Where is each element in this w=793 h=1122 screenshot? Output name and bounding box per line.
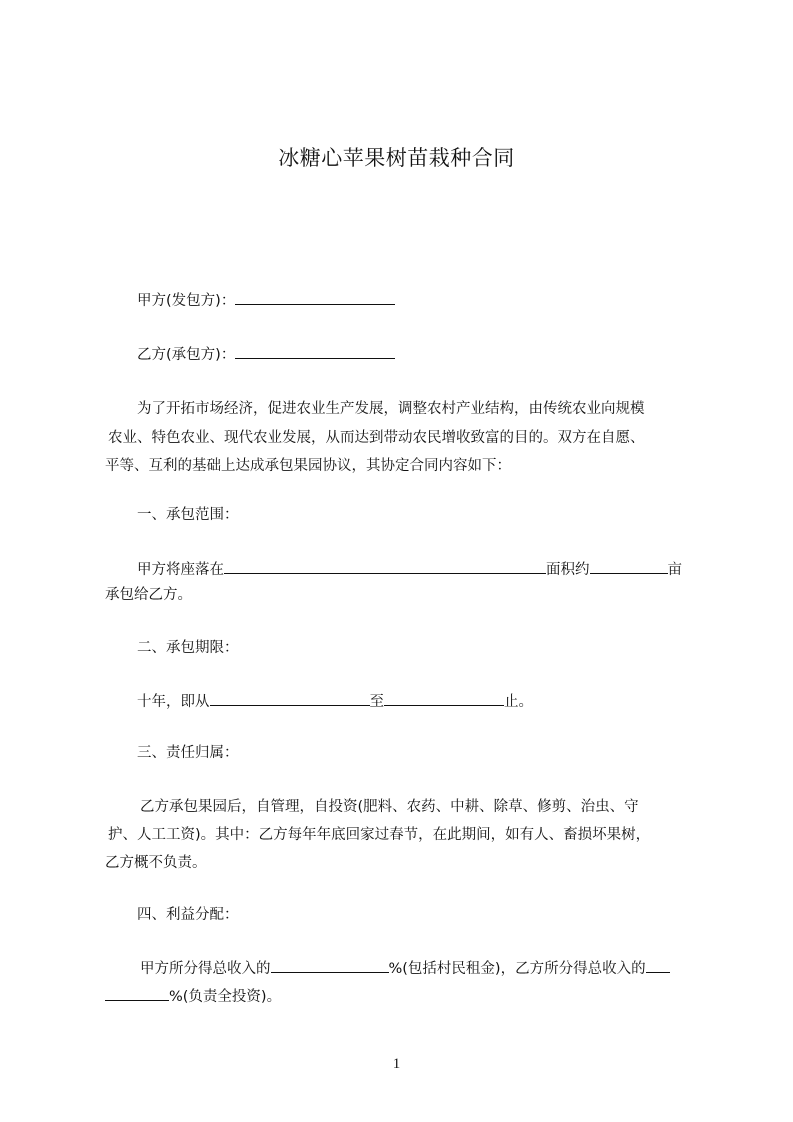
intro-line-3: 平等、互利的基础上达成承包果园协议，其协定合同内容如下： <box>105 458 511 474</box>
party-b-line <box>137 344 395 365</box>
party-a-share-label: 甲方所分得总收入的 <box>140 961 271 977</box>
section3-line-1: 乙方承包果园后，自管理，自投资(肥料、农药、中耕、除草、修剪、治虫、守 <box>140 799 639 815</box>
party-a-label: 甲方(发包方)： <box>137 293 236 309</box>
party-a-line <box>137 290 395 311</box>
party-a-blank[interactable] <box>235 290 395 305</box>
document-title: 冰糖心苹果树苗栽种合同 <box>278 146 515 170</box>
section1-line-2: 承包给乙方。 <box>105 587 192 603</box>
party-b-share-label: %(包括村民租金)，乙方所分得总收入的 <box>388 961 646 977</box>
intro-line-1: 为了开拓市场经济，促进农业生产发展，调整农村产业结构，由传统农业向规模 <box>137 401 645 417</box>
section4-line-1 <box>140 958 670 979</box>
party-b-share-blank-start[interactable] <box>646 958 670 973</box>
area-label: 面积约 <box>546 562 590 578</box>
section1-heading: 一、承包范围： <box>137 507 239 523</box>
area-blank[interactable] <box>590 559 668 574</box>
term-prefix: 十年，即从 <box>137 694 210 710</box>
section3-heading: 三、责任归属： <box>137 745 239 761</box>
section1-line-1 <box>137 559 682 580</box>
party-b-blank[interactable] <box>235 344 395 359</box>
page-number: 1 <box>392 1056 401 1072</box>
section1-prefix: 甲方将座落在 <box>137 562 224 578</box>
end-date-blank[interactable] <box>384 691 504 706</box>
term-to: 至 <box>369 694 384 710</box>
section2-line <box>137 691 533 712</box>
party-b-share-blank-end[interactable] <box>105 986 169 1001</box>
section4-line-2 <box>105 986 281 1007</box>
party-b-label: 乙方(承包方)： <box>137 347 236 363</box>
intro-line-2: 农业、特色农业、现代农业发展，从而达到带动农民增收致富的目的。双方在自愿、 <box>108 430 645 446</box>
location-blank[interactable] <box>224 559 546 574</box>
section3-line-3: 乙方概不负责。 <box>105 855 207 871</box>
section4-heading: 四、利益分配： <box>137 907 239 923</box>
party-a-share-blank[interactable] <box>271 958 389 973</box>
section3-line-2: 护、人工工资)。其中：乙方每年年底回家过春节，在此期间，如有人、畜损坏果树， <box>108 827 651 843</box>
area-unit: 亩 <box>667 562 682 578</box>
start-date-blank[interactable] <box>210 691 370 706</box>
party-b-share-note: %(负责全投资)。 <box>169 989 282 1005</box>
term-end: 止。 <box>504 694 533 710</box>
section2-heading: 二、承包期限： <box>137 640 239 656</box>
